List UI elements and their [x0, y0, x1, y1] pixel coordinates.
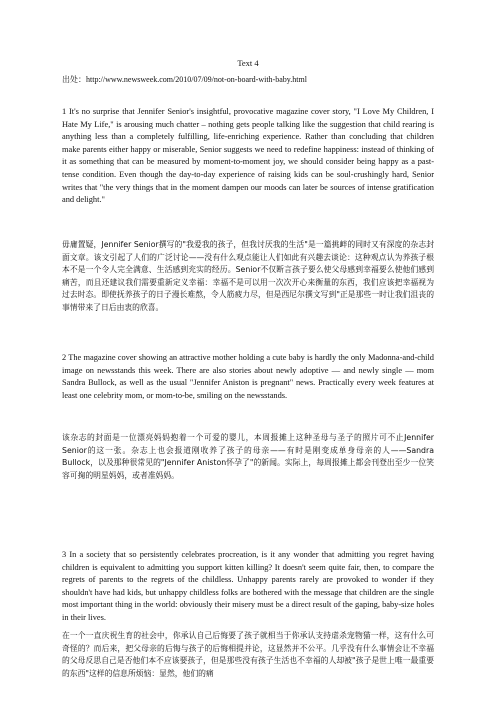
paragraph-1-english: 1 It's no surprise that Jennifer Senior's insightful, provocative magazine cover story, "I Love My Children, I Hate My Life," is arousing much chatter – nothing gets people talking like the suggestion that child rearing is anything less than a completely fulfilling, life-enriching experience. Rather than concluding that children make parents either happy or miserable, Senior suggests we need to redefine happiness: instead of thinking of it as something that can be measured by moment-to-moment joy, we should consider being happy as a past-tense condition. Even though the day-to-day experience of raising kids can be soul-crushingly hard, Senior writes that "the very things that in the moment dampen our moods can later be sources of intense gratification and delight." — [62, 107, 434, 205]
paragraph-2-english: 2 The magazine cover showing an attractive mother holding a cute baby is hardly the only Madonna-and-child image on newsstands this week. There are also stories about newly adoptive — and newly single — mom Sandra Bullock, as well as the usual "Jennifer Aniston is pregnant" news. Practically every week features at least one celebrity mom, or mom-to-be, smiling on the newsstands. — [62, 353, 434, 400]
paragraph-3-chinese: 在一个一直庆祝生育的社会中，你承认自己后悔要了孩子就相当于你承认支持虐杀宠物猫一样，这有什么可奇怪的？而后来，把父母亲的后悔与孩子的后悔相提并论，这显然并不公平。几乎没有什么事情会让不幸福的父母反思自己是否他们本不应该要孩子，但是那些没有孩子生活也不幸福的人却被"孩子是世上唯一最重要的东西"这样的信息所烦恼：显然，他们的痛 — [62, 631, 434, 678]
source-line: 出处：http://www.newsweek.com/2010/07/09/not-on-board-with-baby.html — [62, 75, 307, 84]
document-title: Text 4 — [237, 58, 259, 68]
paragraph-3-english: 3 In a society that so persistently celebrates procreation, is it any wonder that admitting you regret having children is equivalent to admitting you support kitten killing? It doesn't seem quite fair, then, to compare the regrets of parents to the regrets of the childless. Unhappy parents rarely are provoked to wonder if they shouldn't have had kids, but unhappy childless folks are bothered with the message that children are the single most important thing in the world: obviously their misery must be a direct result of the gaping, baby-size holes in their lives. — [62, 550, 434, 622]
paragraph-2-chinese: 该杂志的封面是一位漂亮妈妈抱着一个可爱的婴儿，本周报摊上这种圣母与圣子的照片可不止Jennifer Senior的这一张。杂志上也会报道刚收养了孩子的母亲——有时是刚变成单身母亲的人——Sandra Bullock，以及那种很常见的"Jennifer Aniston怀孕了"的新闻。实际上，每周报摊上都会刊登出至少一位笑容可掬的明星妈妈，或者准妈妈。 — [62, 433, 434, 480]
paragraph-1-chinese: 毋庸置疑，Jennifer Senior撰写的"我爱我的孩子，但我讨厌我的生活"是一篇挑衅的同时又有深度的杂志封面文章。该文引起了人们的广泛讨论——没有什么观点能让人们如此有兴趣去谈论：这种观点认为养孩子根本不是一个令人完全满意、生活感到充实的经历。Senior不仅断言孩子要么使父母感到幸福要么使他们感到痛苦，而且还建议我们需要重新定义幸福：幸福不是可以用一次次开心来衡量的东西，我们应该把幸福视为过去时态。即使抚养孩子的日子漫长难熬，令人筋疲力尽，但是西尼尔撰文写到"正是那些一时让我们沮丧的事情带来了日后由衷的欣喜。 — [62, 240, 434, 312]
